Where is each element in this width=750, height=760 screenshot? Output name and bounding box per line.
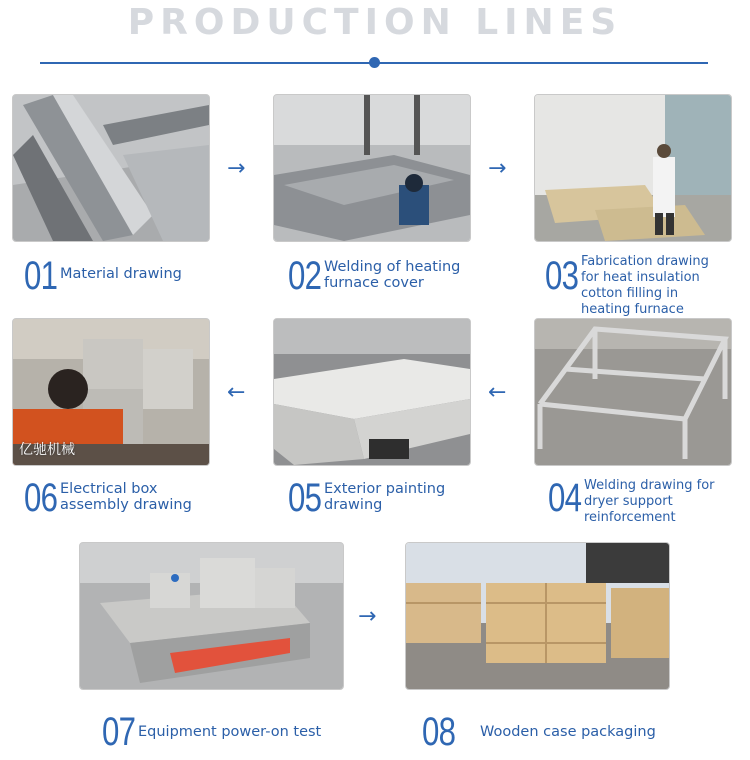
arrow-right-icon: → — [358, 604, 377, 629]
step-label: Electrical box assembly drawing — [60, 481, 192, 513]
arrow-right-icon: → — [488, 156, 507, 181]
step-04 — [548, 478, 715, 526]
step-number: 04 — [548, 476, 582, 520]
step-label: Welding drawing for dryer support reinforcement — [584, 478, 715, 525]
step-number: 02 — [288, 254, 322, 298]
step-03 — [545, 254, 709, 318]
arrow-left-icon: ← — [488, 380, 507, 405]
step-05 — [288, 476, 446, 520]
step-number: 07 — [102, 710, 136, 754]
step-number: 03 — [545, 254, 579, 298]
step-02 — [288, 254, 461, 298]
photo-fabrication — [534, 94, 732, 242]
step-01 — [24, 254, 182, 298]
arrow-right-icon: → — [227, 156, 246, 181]
step-number: 01 — [24, 254, 58, 298]
step-08 — [422, 710, 656, 754]
photo-welding-cover — [273, 94, 471, 242]
company-watermark: 亿驰机械 — [19, 442, 75, 458]
step-label: Material drawing — [60, 266, 182, 282]
step-label: Welding of heating furnace cover — [324, 259, 461, 291]
step-06 — [24, 476, 192, 520]
step-number: 05 — [288, 476, 322, 520]
photo-wooden-case — [405, 542, 670, 690]
photo-electrical-box — [12, 318, 210, 466]
title-divider-dot — [369, 57, 380, 68]
step-number: 06 — [24, 476, 58, 520]
photo-exterior-painting — [273, 318, 471, 466]
photo-power-on-test — [79, 542, 344, 690]
step-label: Fabrication drawing for heat insulation cotton filling in heating furnace — [581, 254, 709, 317]
step-label: Equipment power-on test — [138, 724, 322, 740]
photo-material — [12, 94, 210, 242]
step-07 — [102, 710, 322, 754]
step-label: Wooden case packaging — [480, 724, 656, 740]
step-number: 08 — [422, 710, 456, 754]
step-label: Exterior painting drawing — [324, 481, 446, 513]
page-title: PRODUCTION LINES — [127, 2, 623, 43]
arrow-left-icon: ← — [227, 380, 246, 405]
photo-dryer-support — [534, 318, 732, 466]
